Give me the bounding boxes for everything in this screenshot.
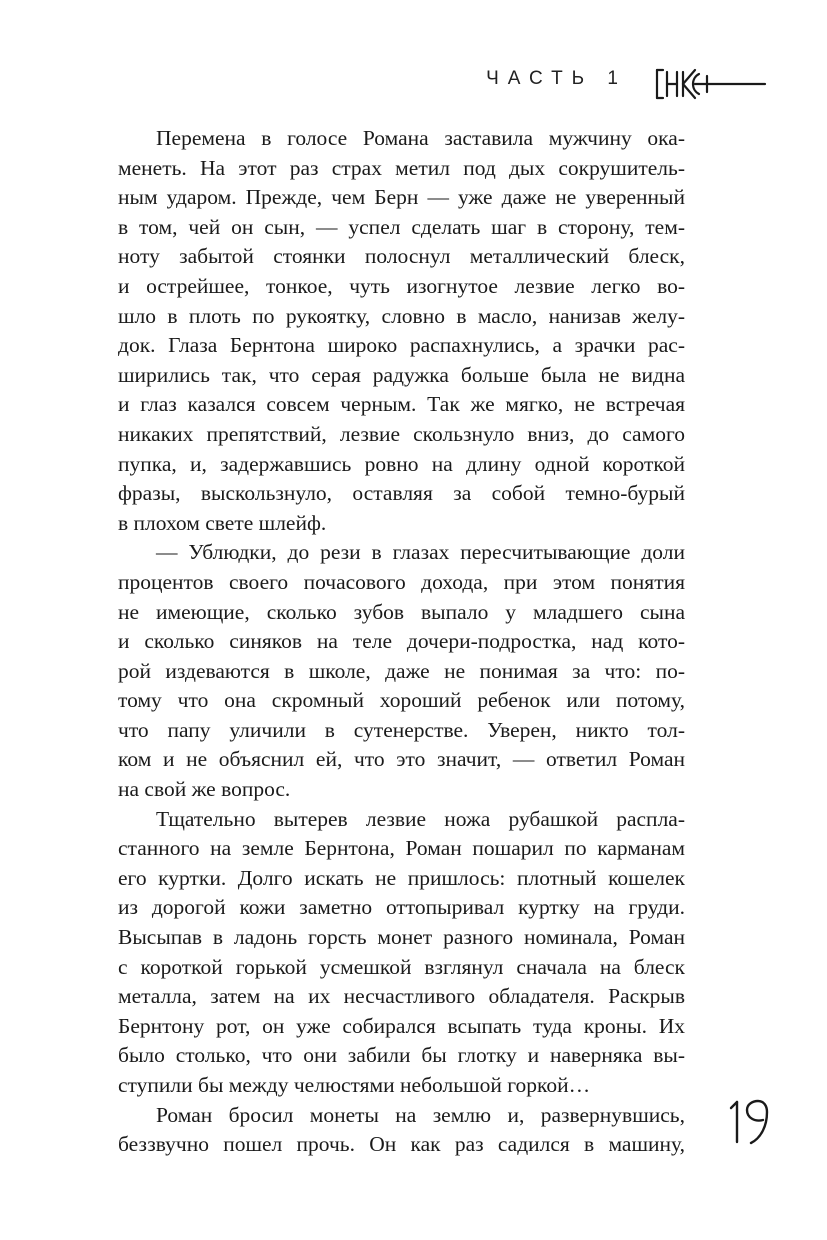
text-line: металла, затем на их несчастливого обладателя. Раскрыв <box>118 984 685 1009</box>
text-line: что папу уличили в сутенерстве. Уверен, никто тол- <box>118 717 685 742</box>
text-line: на свой же вопрос. <box>118 777 291 802</box>
text-line: в том, чей он сын, — успел сделать шаг в сторону, тем- <box>118 214 685 239</box>
text-line: ным ударом. Прежде, чем Берн — уже даже не уверенный <box>118 185 685 210</box>
text-line: ком и не объяснил ей, что это значит, — ответил Роман <box>118 747 685 772</box>
text-line: ноту забытой стоянки полоснул металлический блеск, <box>118 244 685 269</box>
text-line: менеть. На этот раз страх метил под дых сокрушитель- <box>118 155 685 180</box>
running-header <box>0 64 827 104</box>
text-line: рой издеваются в школе, даже не понимая за что: по- <box>118 658 685 683</box>
body-text <box>118 124 685 1160</box>
paragraph-2 <box>118 538 685 804</box>
text-line: из дорогой кожи заметно оттопыривал куртку на груди. <box>118 895 685 920</box>
text-line: фразы, выскользнуло, оставляя за собой темно-бурый <box>118 481 685 506</box>
text-line: беззвучно пошел прочь. Он как раз садился в машину, <box>118 1132 685 1157</box>
text-line: и сколько синяков на теле дочери-подростка, над кото- <box>118 629 685 654</box>
paragraph-4 <box>118 1101 685 1160</box>
text-line: док. Глаза Бернтона широко распахнулись, а зрачки рас- <box>118 333 685 358</box>
paragraph-3 <box>118 805 685 1101</box>
text-line: Высыпав в ладонь горсть монет разного номинала, Роман <box>118 925 685 950</box>
text-line: с короткой горькой усмешкой взглянул сначала на блеск <box>118 954 685 979</box>
text-line: и острейшее, тонкое, чуть изогнутое лезвие легко во- <box>118 273 685 298</box>
page-number <box>725 1098 773 1146</box>
text-line: Тщательно вытерев лезвие ножа рубашкой распла- <box>156 806 685 831</box>
text-line: процентов своего почасового дохода, при этом понятия <box>118 569 685 594</box>
text-line: станного на земле Бернтона, Роман пошарил по карманам <box>118 836 685 861</box>
part-label: ЧАСТЬ 1 <box>486 68 627 89</box>
text-line: Роман бросил монеты на землю и, развернувшись, <box>156 1102 685 1127</box>
text-line: не имеющие, сколько зубов выпало у младшего сына <box>118 599 685 624</box>
text-line: в плохом свете шлейф. <box>118 510 327 535</box>
text-line: пупка, и, задержавшись ровно на длину одной короткой <box>118 451 685 476</box>
text-line: его куртки. Долго искать не пришлось: плотный кошелек <box>118 865 685 890</box>
text-line: тому что она скромный хороший ребенок или потому, <box>118 688 685 713</box>
text-line: — Ублюдки, до рези в глазах пересчитывающие доли <box>156 540 685 565</box>
text-line: никаких препятствий, лезвие скользнуло вниз, до самого <box>118 421 685 446</box>
text-line: было столько, что они забили бы глотку и наверняка вы- <box>118 1043 685 1068</box>
rune-ornament-icon <box>655 64 767 104</box>
text-line: Бернтону рот, он уже собирался всыпать туда кроны. Их <box>118 1013 685 1038</box>
text-line: ступили бы между челюстями небольшой горкой… <box>118 1073 591 1097</box>
text-line: шло в плоть по рукоятку, словно в масло, нанизав желу- <box>118 303 685 328</box>
text-line: ширились так, что серая радужка больше была не видна <box>118 362 685 387</box>
paragraph-1 <box>118 124 685 538</box>
text-line: и глаз казался совсем черным. Так же мягко, не встречая <box>118 392 685 417</box>
text-line: Перемена в голосе Романа заставила мужчину ока- <box>156 126 685 150</box>
